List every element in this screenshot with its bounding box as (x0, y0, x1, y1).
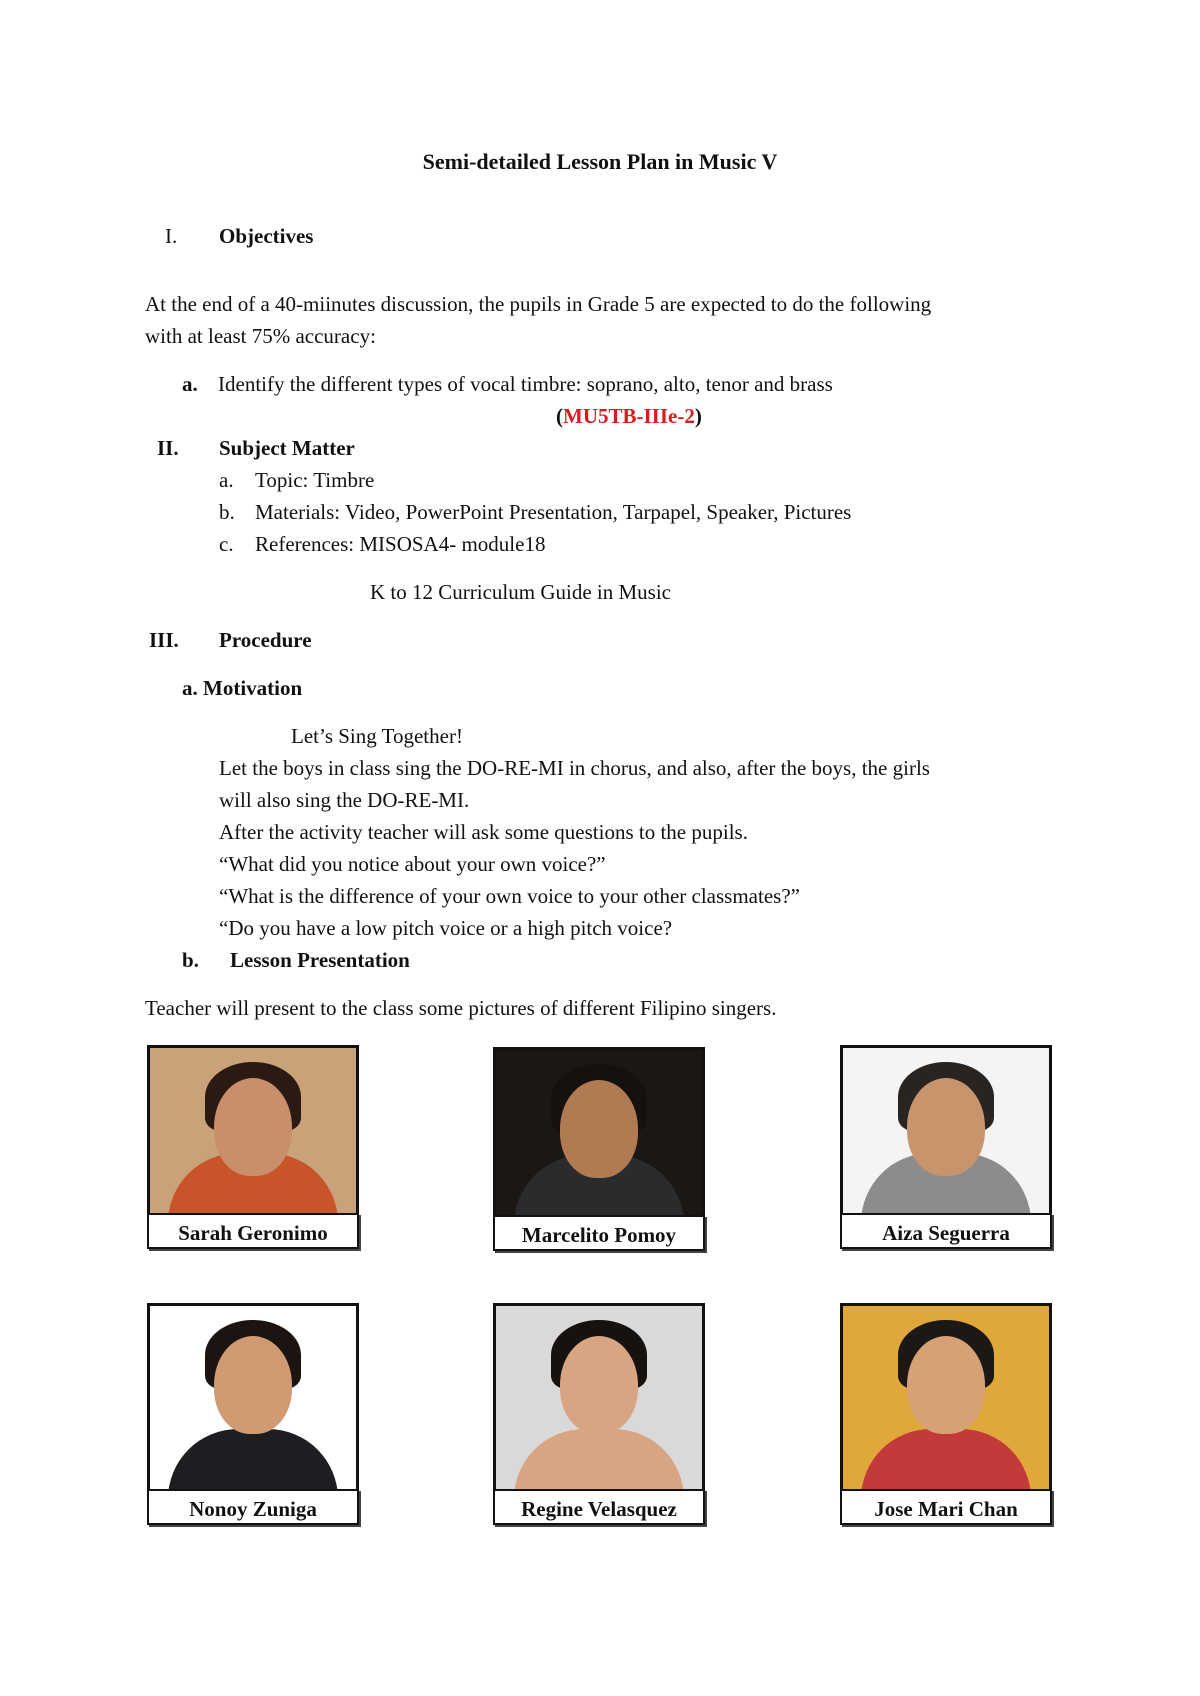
singer-name: Aiza Seguerra (840, 1213, 1052, 1249)
subject-item-letter: a. (219, 468, 234, 492)
singer-card (147, 1303, 359, 1525)
section-numeral-1: I. (165, 224, 178, 248)
singer-photo (840, 1303, 1052, 1489)
motivation-line: “What did you notice about your own voice?” (219, 852, 606, 876)
singer-card (493, 1047, 705, 1251)
singer-card (493, 1303, 705, 1525)
motivation-line: After the activity teacher will ask some questions to the pupils. (219, 820, 748, 844)
singer-photo (147, 1303, 359, 1489)
objective-text: Identify the different types of vocal timbre: soprano, alto, tenor and brass (218, 372, 833, 396)
subject-item-materials: Materials: Video, PowerPoint Presentation, Tarpapel, Speaker, Pictures (255, 500, 852, 524)
singer-name: Marcelito Pomoy (493, 1215, 705, 1251)
singer-card (840, 1303, 1052, 1525)
extra-reference: K to 12 Curriculum Guide in Music (370, 580, 671, 604)
objectives-intro-line1: At the end of a 40-miinutes discussion, the pupils in Grade 5 are expected to do the following (145, 292, 932, 316)
motivation-line: Let’s Sing Together! (291, 724, 463, 748)
singer-name: Nonoy Zuniga (147, 1489, 359, 1525)
subject-item-letter: b. (219, 500, 235, 524)
motivation-line: will also sing the DO-RE-MI. (219, 788, 470, 812)
subject-item-topic: Topic: Timbre (255, 468, 375, 492)
presentation-heading: Lesson Presentation (230, 948, 410, 972)
singer-card (147, 1045, 359, 1249)
presentation-letter: b. (182, 948, 199, 972)
subject-matter-heading: Subject Matter (219, 436, 355, 460)
motivation-line: Let the boys in class sing the DO-RE-MI in chorus, and also, after the boys, the girls (219, 756, 930, 780)
procedure-heading: Procedure (219, 628, 312, 652)
singer-name: Sarah Geronimo (147, 1213, 359, 1249)
motivation-heading: a. Motivation (182, 676, 303, 700)
singer-photo (493, 1303, 705, 1489)
section-numeral-2: II. (157, 436, 179, 460)
motivation-line: “What is the difference of your own voice to your other classmates?” (219, 884, 800, 908)
singer-photo (493, 1047, 705, 1215)
subject-item-references: References: MISOSA4- module18 (255, 532, 546, 556)
singer-card (840, 1045, 1052, 1249)
singer-name: Jose Mari Chan (840, 1489, 1052, 1525)
section-numeral-3: III. (149, 628, 179, 652)
competency-code: (MU5TB-IIIe-2) (556, 404, 702, 428)
singer-name: Regine Velasquez (493, 1489, 705, 1525)
subject-item-letter: c. (219, 532, 234, 556)
objectives-heading: Objectives (219, 224, 314, 248)
motivation-line: “Do you have a low pitch voice or a high pitch voice? (219, 916, 673, 940)
singer-photo (840, 1045, 1052, 1213)
objectives-intro-line2: with at least 75% accuracy: (145, 324, 376, 348)
objective-letter: a. (182, 372, 198, 396)
presentation-intro: Teacher will present to the class some pictures of different Filipino singers. (145, 996, 777, 1020)
singer-photo (147, 1045, 359, 1213)
page-title: Semi-detailed Lesson Plan in Music V (422, 149, 778, 174)
